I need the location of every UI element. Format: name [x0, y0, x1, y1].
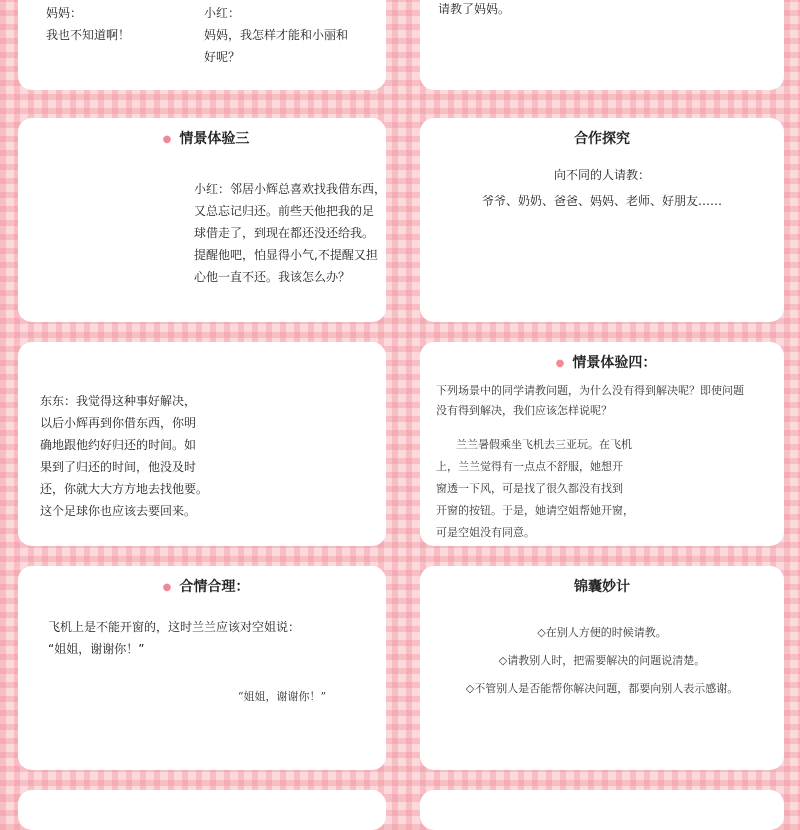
scenario-three-line2: 又总忘记归还。前些天他把我的足	[194, 204, 375, 218]
tip-2: ◇请教别人时，把需要解决的问题说清楚。	[498, 654, 706, 667]
card-cooperative-inquiry	[420, 118, 784, 322]
tip-3: ◇不管别人是否能帮你解决问题，都要向别人表示感谢。	[465, 682, 739, 695]
scenario-four-question-line2: 没有得到解决，我们应该怎样说呢？	[436, 404, 612, 417]
scenario-three-line1: 小红：邻居小辉总喜欢找我借东西，	[194, 182, 386, 196]
reasonable-line1: 飞机上是不能开窗的，这时兰兰应该对空姐说：	[48, 620, 301, 634]
reasonable-line2: “姐姐，谢谢你！”	[48, 642, 145, 656]
cooperative-inquiry-line2: 爷爷、奶奶、爸爸、妈妈、老师、好朋友……	[481, 194, 722, 208]
card-reasonable	[18, 566, 386, 770]
scenario-four-story-line4: 开窗的按钮。于是，她请空姐帮她开窗，	[436, 504, 634, 517]
scenario-four-story-line2: 上，兰兰觉得有一点点不舒服，她想开	[436, 460, 623, 473]
scenario-three-line3: 球借走了，到现在都还没还给我。	[194, 226, 375, 240]
reasonable-title-text: 合情合理：	[179, 579, 250, 595]
dongdong-line2: 以后小辉再到你借东西，你明	[40, 416, 197, 430]
cooperative-inquiry-title-text: 合作探究	[574, 131, 630, 147]
scenario-three-line4: 提醒他吧，怕显得小气,不提醒又担	[194, 248, 378, 262]
scenario-three-title	[18, 128, 386, 148]
card-bottom-left-partial	[18, 790, 386, 830]
card-bottom-right-partial	[420, 790, 784, 830]
dongdong-line1: 东东：我觉得这种事好解决，	[40, 394, 197, 408]
speech-bubble-text: “姐姐，谢谢你！”	[237, 690, 327, 703]
scenario-four-title-text: 情景体验四：	[572, 355, 657, 371]
girl-speaker: 小红：	[204, 6, 241, 20]
tips-title	[420, 576, 784, 596]
tips-title-text: 锦囊妙计	[574, 579, 630, 595]
tip-1: ◇在别人方便的时候请教。	[537, 626, 667, 639]
dongdong-line5: 还，你就大大方方地去找他要。	[40, 482, 209, 496]
mom-speaker: 妈妈：	[46, 6, 83, 20]
mom-reply: 我也不知道啊！	[46, 28, 131, 42]
title-dot-left: ●	[162, 581, 172, 593]
card-scenario-four	[420, 342, 784, 546]
scenario-three-line5: 心他一直不还。我该怎么办？	[194, 270, 351, 284]
girl-question-line1: 妈妈，我怎样才能和小丽和	[204, 28, 349, 42]
cooperative-inquiry-line1: 向不同的人请教：	[553, 168, 650, 182]
card-dialogue-mom	[18, 0, 386, 90]
scenario-four-story-line3: 窗透一下风，可是找了很久都没有找到	[436, 482, 623, 495]
card-scenario-three	[18, 118, 386, 322]
title-dot-left: ●	[162, 133, 172, 145]
scenario-four-question-line1: 下列场景中的同学请教问题，为什么没有得到解决呢？即使问题	[436, 384, 744, 397]
card-tips	[420, 566, 784, 770]
scenario-four-story-line5: 可是空姐没有同意。	[436, 526, 535, 539]
title-dot-left: ●	[555, 357, 565, 369]
girl-question-line2: 好呢？	[204, 50, 241, 64]
cooperative-inquiry-title	[420, 128, 784, 148]
scenario-four-story-line1: 兰兰暑假乘坐飞机去三亚玩。在飞机	[456, 438, 632, 451]
dongdong-line6: 这个足球你也应该去要回来。	[40, 504, 197, 518]
scenario-four-title	[420, 352, 784, 372]
dongdong-line4: 果到了归还的时间，他没及时	[40, 460, 197, 474]
scenario-three-title-text: 情景体验三	[179, 131, 250, 147]
card-asked-mom	[420, 0, 784, 90]
reasonable-title	[18, 576, 386, 596]
dongdong-line3: 确地跟他约好归还的时间。如	[40, 438, 197, 452]
asked-mom-text: 请教了妈妈。	[438, 2, 511, 16]
card-dongdong-advice	[18, 342, 386, 546]
